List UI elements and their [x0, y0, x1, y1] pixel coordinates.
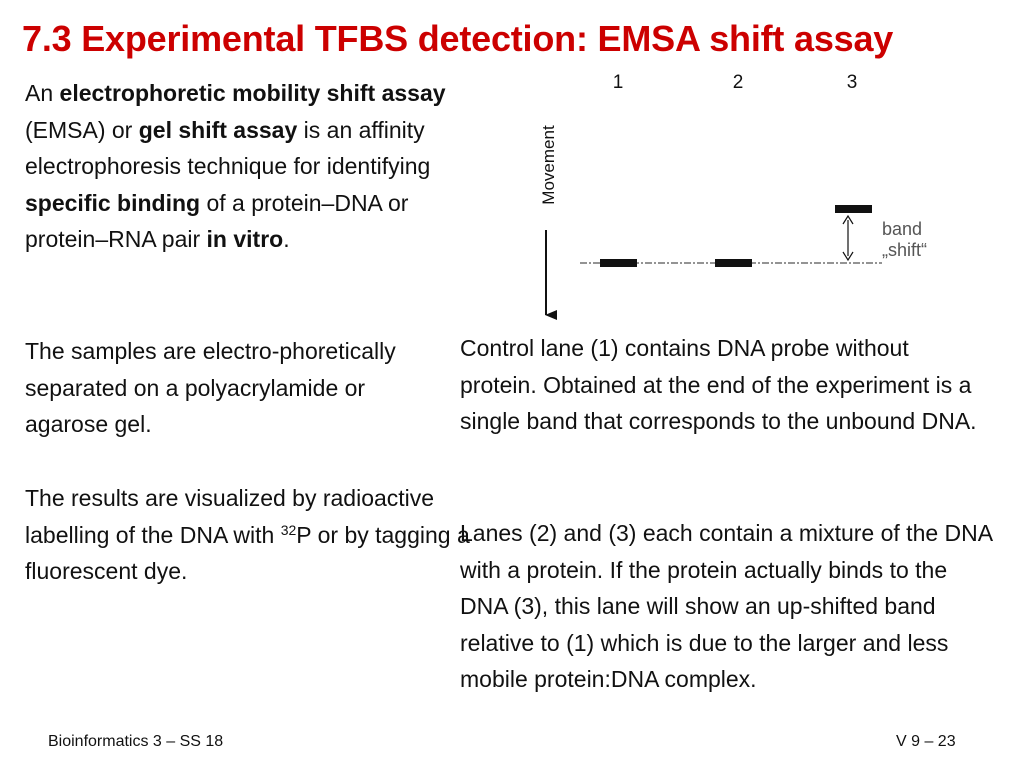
band-shift-label-line1: band: [882, 219, 923, 239]
band-lane-2: [715, 259, 752, 267]
lane-label-1: 1: [612, 72, 624, 93]
samples-paragraph: The samples are electro-phoretically separated on a polyacrylamide or agarose gel.: [25, 338, 396, 437]
lane-label-3: 3: [846, 72, 858, 93]
results-paragraph: The results are visualized by radioactive labelling of the DNA with $^{32}$P or by tagging a fluorescent dye.: [25, 485, 470, 584]
intro-paragraph: An electrophoretic mobility shift assay (EMSA) or gel shift assay is an affinity electrophoresis technique for identifying specific binding of a protein–DNA or protein–RNA pair in vitro.: [25, 80, 446, 252]
footer-course: Bioinformatics 3 – SS 18: [48, 733, 224, 750]
emsa-gel-diagram: [510, 60, 970, 330]
movement-label: Movement: [539, 125, 558, 205]
band-lane-3-shifted: [835, 205, 872, 213]
lanes-paragraph: Lanes (2) and (3) each contain a mixture of the DNA with a protein. If the protein actually binds to the DNA (3), this lane will show an up-shifted band relative to (1) which is due to the larger and less mobile protein:DNA complex.: [460, 520, 992, 692]
control-lane-paragraph: Control lane (1) contains DNA probe without protein. Obtained at the end of the experiment is a single band that corresponds to the unbound DNA.: [460, 335, 977, 434]
lane-label-2: 2: [732, 72, 744, 93]
footer-page-number: V 9 – 23: [896, 733, 956, 750]
band-shift-label-line2: „shift“: [882, 240, 927, 260]
band-lane-1: [600, 259, 637, 267]
slide-title: 7.3 Experimental TFBS detection: EMSA shift assay: [22, 18, 894, 59]
